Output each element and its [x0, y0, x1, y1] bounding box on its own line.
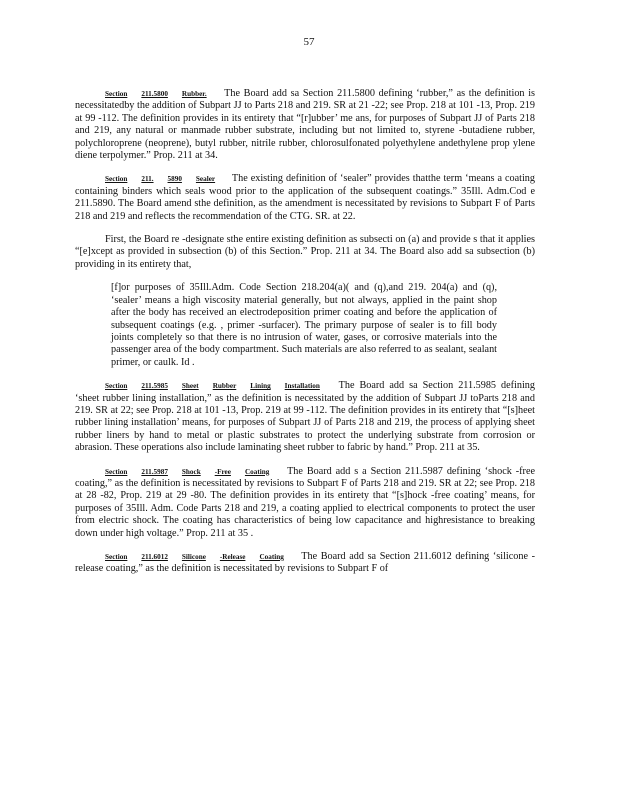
- section-5987-paragraph: [75, 466, 535, 540]
- section-6012-text: The Board add sa Section 211.6012 defining ‘silicone -release coating,” as the definition is necessitated by revisions to Subpart F of: [75, 551, 535, 575]
- section-6012-heading: Section 211.6012 Silicone -Release Coating: [105, 553, 284, 561]
- section-5800-text: The Board add sa Section 211.5800 defining ‘rubber,” as the definition is necessitatedby the addition of Subpart JJ to Parts 218 and 219. SR at 21 -22; see Prop. 218 at 101 -13, Prop. 219 at 99 -112. The definition provides in its entirety that “[r]ubber’ me ans, for purposes of Subpart JJ of Parts 218 and 219, any natural or manmade rubber substrate, including but not limited to, styrene -butadiene rubber, polychloroprene (neoprene), butyl rubber, nitrile rubber, chlorosulfonated polyethylene andethylene prop ylene diene terpolymer.” Prop. 211 at 34.: [75, 88, 535, 162]
- section-5800-paragraph: [75, 88, 535, 162]
- section-5985-paragraph: [75, 380, 535, 454]
- section-5987-heading: Section 211.5987 Shock -Free Coating: [105, 467, 270, 476]
- document-body: [75, 88, 535, 587]
- section-5890-text: The existing definition of ‘sealer” provides thatthe term ‘means a coating containing binders which seals wood prior to the application of the subsequent coatings.” 35Ill. Adm.Cod e 211.5890. The Board amend sthe definition, as the amendment is necessitated by revisions to Subpart F of Parts 218 and 219 and reflects the recommendation of the CTG. SR. at 22.: [75, 173, 535, 222]
- section-5800-heading: Section 211.5800 Rubber.: [105, 90, 207, 98]
- section-5890-heading: Section 211. 5890 Sealer: [105, 175, 216, 184]
- quote-block: [f]or purposes of 35Ill.Adm. Code Section 218.204(a)( and (q),and 219. 204(a) and (q), ‘sealer’ means a high viscosity material generally, but not always, applied in the paint shop after the body has received an electrodeposition primer coating and before the application of subsequent coatings (e.g. , primer -surfacer). The primary purpose of sealer is to fill body joints completely so that there is no intrusion of water, gases, or corrosive materials into the passenger area of the body compartment. Such materials are also referred to as sealant, sealant primer, or caulk. Id .: [111, 282, 497, 368]
- section-5985-text: The Board add sa Section 211.5985 defining ‘sheet rubber lining installation,” as the definition is necessitated by the addition of Subpart JJ toParts 218 and 219. SR at 22; see Prop. 218 at 101 -13, Prop. 219 at 99 -112. The definition provides in its entirety that “[s]heet rubber lining installation’ means, for purposes of Subpart JJ of Parts 218 and 219, the process of applying sheet rubber liners by hand to metal or plastic substrates to protect the underlying substrate from corrosion or abrasion. These operations also include laminating sheet rubber to fabric by hand.” Prop. 211 at 35.: [75, 380, 535, 454]
- section-5985-heading: Section 211.5985 Sheet Rubber Lining Installation: [105, 382, 320, 391]
- section-5987-text: The Board add s a Section 211.5987 defining ‘shock -free coating,” as the definition is necessitated by revisions to Subpart F of Parts 218 and 219. SR at 22; see Prop. 218 at 28 -82, Prop. 219 at 29 -80. The definition provides in its entirety that “[s]hock -free coating’ means, for purposes of 35Ill. Adm. Code Parts 218 and 219, a coating applied to electrical components to protect the user from electric shock. The coating has characteristics of being low capacitance and highresistance to breaking down under high voltage.” Prop. 211 at 35 .: [75, 465, 535, 539]
- redesignate-paragraph: First, the Board re -designate sthe entire existing definition as subsecti on (a) and provide s that it applies “[e]xcept as provided in subsection (b) of this Section.” Prop. 211 at 34. The Board also add sa subsection (b) providing in its entirety that,: [75, 234, 535, 270]
- section-5890-paragraph: [75, 173, 535, 223]
- section-6012-paragraph: [75, 551, 535, 576]
- page-number: 57: [303, 36, 315, 48]
